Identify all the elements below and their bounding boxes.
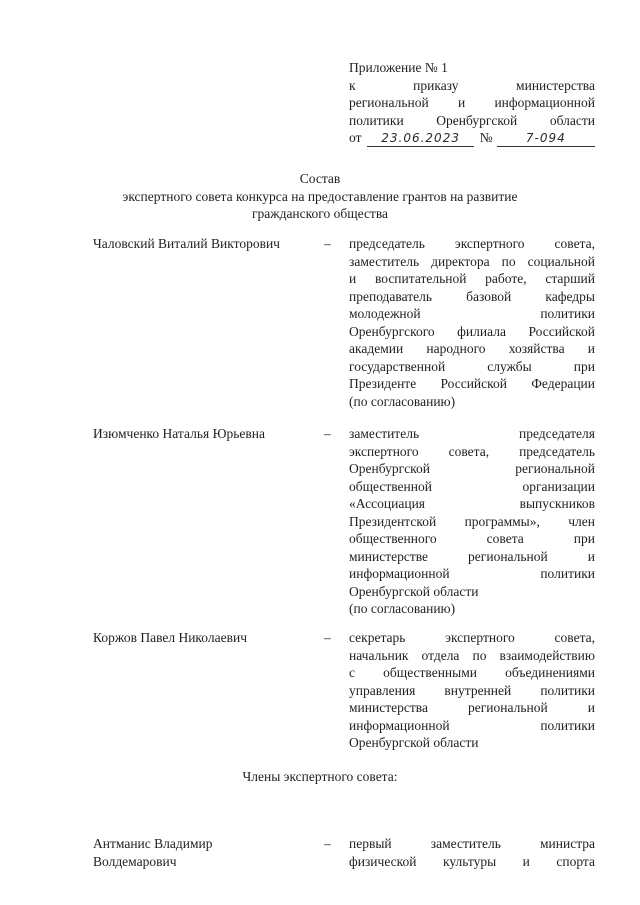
dash-separator: – [324,836,331,851]
member-name [93,835,303,870]
role-line: (по согласованию) [349,393,456,409]
role-line: общественного совета при [349,531,595,546]
role-line: и воспитательной работе, старший [349,271,595,286]
member-role [349,425,595,618]
role-line: физической культуры и спорта [349,853,595,869]
members-section-title: Члены экспертного совета: [242,769,398,784]
role-line: председатель экспертного совета, [349,236,595,251]
role-line: начальник отдела по взаимодействию [349,647,595,663]
role-line: Оренбургской области [349,583,479,599]
role-line: Президенте Российской Федерации [349,376,595,391]
annex-line-1: к приказу министерства [349,77,595,93]
role-line: преподаватель базовой кафедры [349,288,595,304]
handwritten-date: 23.06.2023 [367,131,473,147]
role-line: общественной организации [349,478,595,494]
role-line: государственной службы при [349,358,595,374]
heading-subtitle-line-2: гражданского общества [251,206,389,221]
member-name-line: Антманис Владимир [93,836,213,851]
role-line: Оренбургского филиала Российской [349,323,595,339]
role-line: Оренбургской региональной [349,461,595,476]
role-line: управления внутренней политики [349,682,595,698]
role-line: Оренбургской области [349,735,479,750]
role-line: заместитель директора по социальной [349,253,595,269]
member-name: Чаловский Виталий Викторович [93,236,280,251]
role-line: информационной политики [349,566,595,581]
annex-line-2: региональной и информационной [349,95,595,110]
role-line: первый заместитель министра [349,836,595,851]
member-role [349,835,595,870]
role-line: «Ассоциация выпускников [349,496,595,511]
role-line: информационной политики [349,717,595,733]
role-line: секретарь экспертного совета, [349,630,595,645]
role-line: академии народного хозяйства и [349,341,595,356]
heading-title: Состав [299,171,341,186]
annex-line-3: политики Оренбургской области [349,112,595,128]
member-role [349,629,595,752]
dash-separator: – [324,630,331,645]
role-line: молодежной политики [349,306,595,321]
member-role [349,235,595,410]
member-name-line: Волдемарович [93,853,177,869]
role-line: министерства региональной и [349,700,595,715]
dash-separator: – [324,426,331,441]
role-line: министерстве региональной и [349,548,595,564]
role-line: (по согласованию) [349,601,456,616]
heading-subtitle-line-1: экспертного совета конкурса на предоставление грантов на развитие [122,188,518,204]
member-name: Коржов Павел Николаевич [93,630,247,645]
number-prefix: № [479,130,493,145]
role-line: с общественными объединениями [349,665,595,680]
handwritten-number: 7-094 [497,131,595,147]
role-line: Президентской программы», член [349,513,595,529]
date-prefix: от [349,130,362,145]
annex-title: Приложение № 1 [349,60,448,75]
dash-separator: – [324,236,331,251]
role-line: заместитель председателя [349,426,595,441]
member-name: Изюмченко Наталья Юрьевна [93,426,265,441]
role-line: экспертного совета, председатель [349,443,595,459]
